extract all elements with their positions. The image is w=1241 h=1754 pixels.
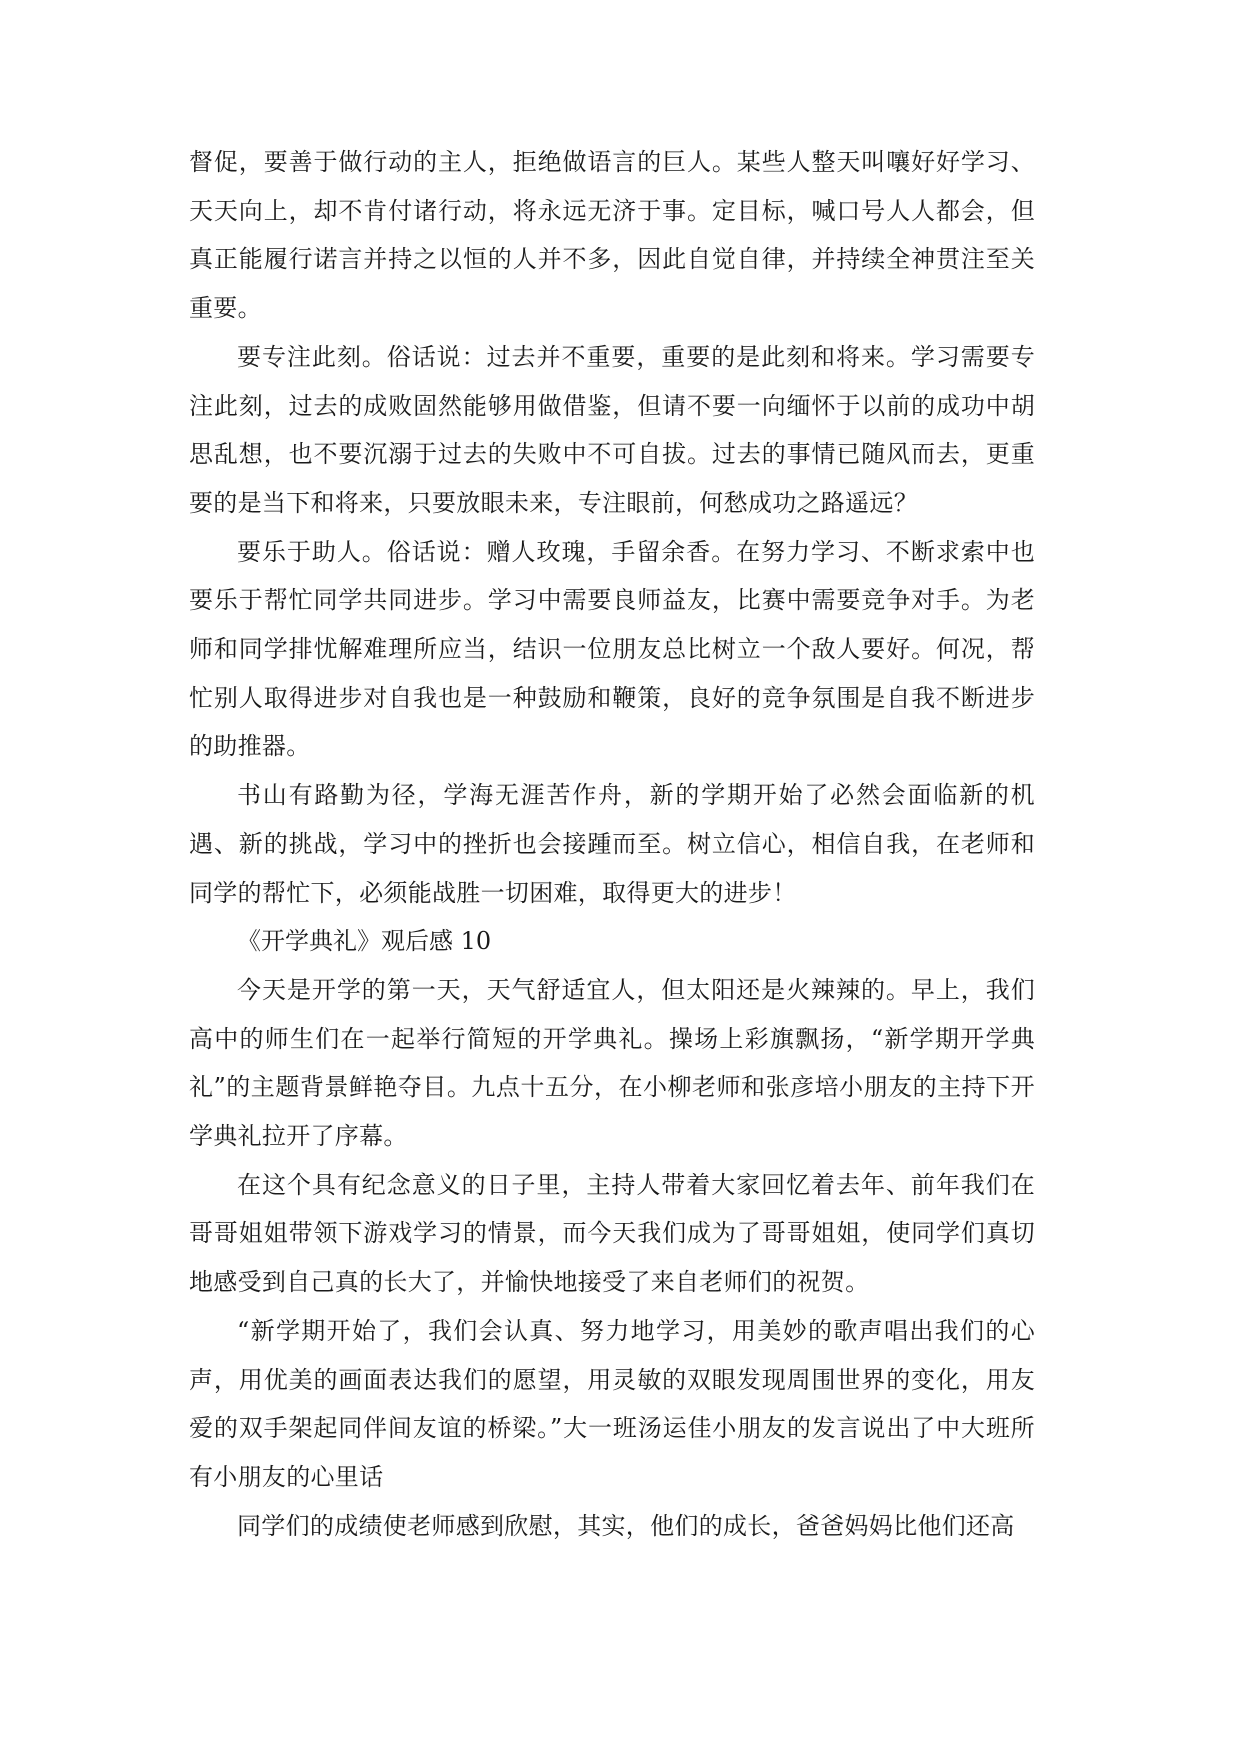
document-body xyxy=(189,138,1035,1550)
paragraph-teacher-pride: 同学们的成绩使老师感到欣慰，其实，他们的成长，爸爸妈妈比他们还高 xyxy=(237,1511,1015,1540)
paragraph-student-speech: “新学期开始了，我们会认真、努力地学习，用美妙的歌声唱出我们的心声，用优美的画面表达我们的愿望，用灵敏的双眼发现周围世界的变化，用友爱的双手架起同伴间友谊的桥梁。”大一班汤运佳小朋友的发言说出了中大班所有小朋友的心里话 xyxy=(189,1316,1035,1491)
paragraph-self-discipline: 督促，要善于做行动的主人，拒绝做语言的巨人。某些人整天叫嚷好好学习、天天向上，却不肯付诸行动，将永远无济于事。定目标，喊口号人人都会，但真正能履行诺言并持之以恒的人并不多，因此自觉自律，并持续全神贯注至关重要。 xyxy=(189,148,1035,323)
paragraph-conclusion: 书山有路勤为径，学海无涯苦作舟，新的学期开始了必然会面临新的机遇、新的挑战，学习中的挫折也会接踵而至。树立信心，相信自我，在老师和同学的帮忙下，必须能战胜一切困难，取得更大的进步！ xyxy=(189,781,1035,907)
paragraph-focus-present: 要专注此刻。俗话说：过去并不重要，重要的是此刻和将来。学习需要专注此刻，过去的成败固然能够用做借鉴，但请不要一向缅怀于以前的成功中胡思乱想，也不要沉溺于过去的失败中不可自拔。过去的事情已随风而去，更重要的是当下和将来，只要放眼未来，专注眼前，何愁成功之路遥远？ xyxy=(189,342,1035,517)
section-heading: 《开学典礼》观后感 10 xyxy=(237,927,492,956)
paragraph-help-others: 要乐于助人。俗话说：赠人玫瑰，手留余香。在努力学习、不断求索中也要乐于帮忙同学共同进步。学习中需要良师益友，比赛中需要竞争对手。为老师和同学排忧解难理所应当，结识一位朋友总比树立一个敌人要好。何况，帮忙别人取得进步对自我也是一种鼓励和鞭策，良好的竞争氛围是自我不断进步的助推器。 xyxy=(189,537,1035,761)
paragraph-first-day: 今天是开学的第一天，天气舒适宜人，但太阳还是火辣辣的。早上，我们高中的师生们在一起举行简短的开学典礼。操场上彩旗飘扬，“新学期开学典礼”的主题背景鲜艳夺目。九点十五分，在小柳老师和张彦培小朋友的主持下开学典礼拉开了序幕。 xyxy=(189,975,1035,1151)
paragraph-memorial-day: 在这个具有纪念意义的日子里，主持人带着大家回忆着去年、前年我们在哥哥姐姐带领下游戏学习的情景，而今天我们成为了哥哥姐姐，使同学们真切地感受到自己真的长大了，并愉快地接受了来自老师们的祝贺。 xyxy=(189,1170,1035,1297)
